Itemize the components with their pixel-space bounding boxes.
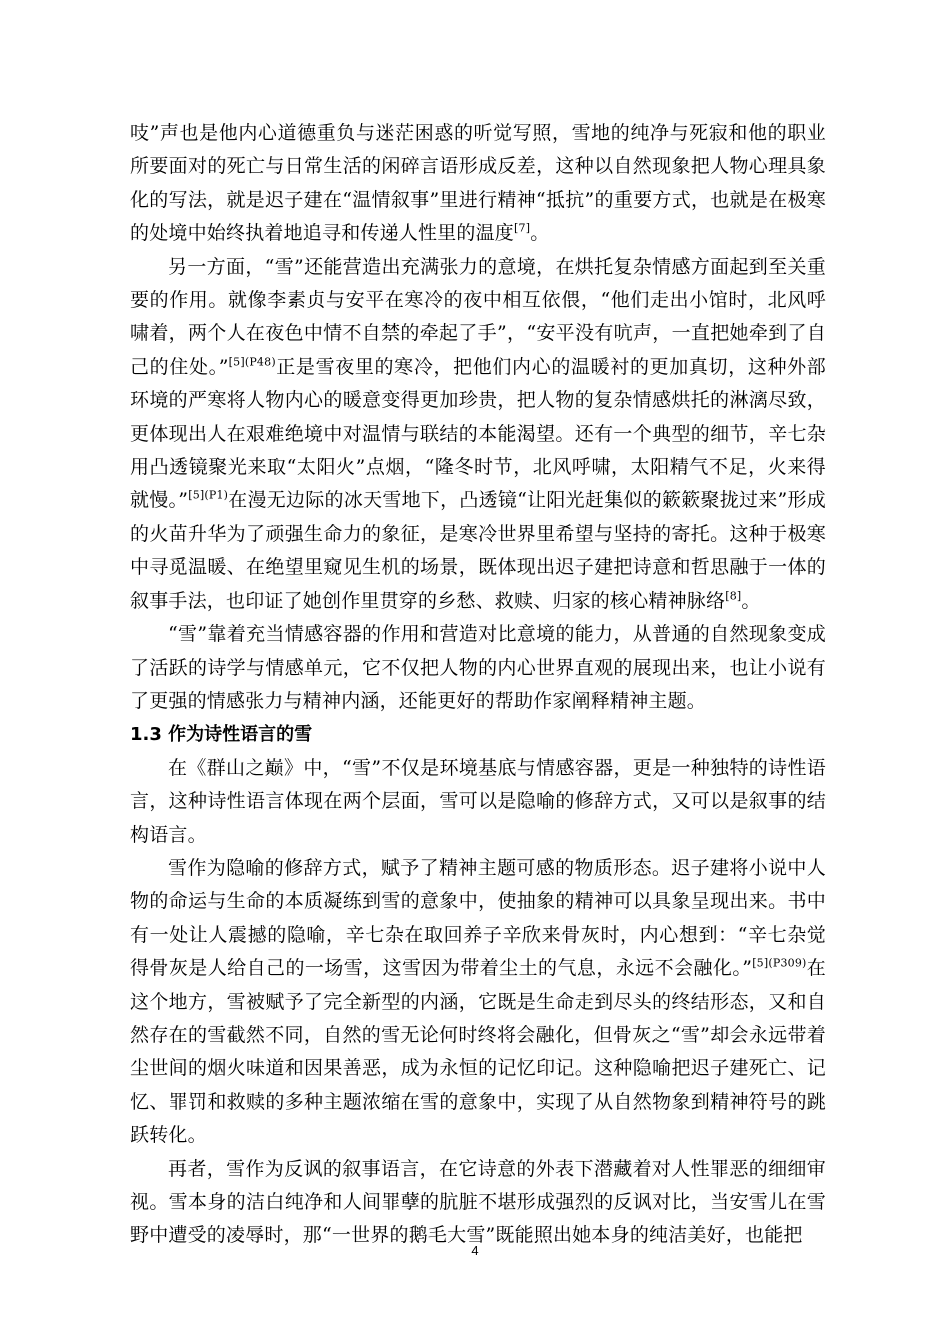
page-number: 4 <box>471 1243 479 1258</box>
body-paragraph <box>130 1153 826 1253</box>
citation-superscript: [7] <box>514 221 531 235</box>
citation-superscript: [5](P1) <box>188 489 229 503</box>
body-paragraph <box>130 117 826 251</box>
paragraph-text: 再者，雪作为反讽的叙事语言，在它诗意的外表下潜藏着对人性罪恶的细细审视。雪本身的洁白纯净和人间罪孽的肮脏不堪形成强烈的反讽对比，当安雪儿在雪野中遭受的凌辱时，那“一世界的鹅毛大雪”既能照出她本身的纯洁美好，也能把 <box>130 1157 826 1247</box>
body-paragraph <box>130 852 826 1153</box>
paragraph-text: 正是雪夜里的寒冷，把他们内心的温暖衬的更加真切，这种外部环境的严寒将人物内心的暖意变得更加珍贵，把人物的复杂情感烘托的淋漓尽致，更体现出人在艰难绝境中对温情与联结的本能渴望。还有一个典型的细节，辛七杂用凸透镜聚光来取“太阳火”点烟，“隆冬时节，北风呼啸，太阳精气不足，火来得就慢。” <box>130 355 826 512</box>
citation-superscript: [8] <box>725 589 742 603</box>
paragraph-text: 吱”声也是他内心道德重负与迷茫困惑的听觉写照，雪地的纯净与死寂和他的职业所要面对的死亡与日常生活的闲碎言语形成反差，这种以自然现象把人物心理具象化的写法，就是迟子建在“温情叙事”里进行精神“抵抗”的重要方式，也就是在极寒的处境中始终执着地追寻和传递人性里的温度 <box>130 122 826 245</box>
paragraph-text: 雪作为隐喻的修辞方式，赋予了精神主题可感的物质形态。迟子建将小说中人物的命运与生命的本质凝练到雪的意象中，使抽象的精神可以具象呈现出来。书中有一处让人震撼的隐喻，辛七杂在取回养子辛欣来骨灰时，内心想到：“辛七杂觉得骨灰是人给自己的一场雪，这雪因为带着尘土的气息，永远不会融化。” <box>130 856 826 980</box>
paragraph-text: 在《群山之巅》中，“雪”不仅是环境基底与情感容器，更是一种独特的诗性语言，这种诗性语言体现在两个层面，雪可以是隐喻的修辞方式，又可以是叙事的结构语言。 <box>130 756 826 846</box>
section-heading: 1.3 作为诗性语言的雪 <box>130 724 313 746</box>
paragraph-text: 在漫无边际的冰天雪地下，凸透镜“让阳光赶集似的簌簌聚拢过来”形成的火苗升华为了顽强生命力的象征，是寒冷世界里希望与坚持的寄托。这种于极寒中寻觅温暖、在绝望里窥见生机的场景，既体现出迟子建把诗意和哲思融于一体的叙事手法，也印证了她创作里贯穿的乡愁、救赎、归家的核心精神脉络 <box>130 489 826 612</box>
paragraph-text: 。 <box>530 222 550 245</box>
body-paragraph <box>130 618 826 718</box>
body-paragraph <box>130 251 826 618</box>
paragraph-text: 另一方面，“雪”还能营造出充满张力的意境，在烘托复杂情感方面起到至关重要的作用。就像李素贞与安平在寒冷的夜中相互依偎，“他们走出小馆时，北风呼啸着，两个人在夜色中情不自禁的牵起了手”，“安平没有吭声，一直把她牵到了自己的住处。” <box>130 255 826 378</box>
body-paragraph <box>130 752 826 852</box>
document-body <box>130 117 826 1253</box>
citation-superscript: [5](P309) <box>752 956 807 970</box>
paragraph-text: 。 <box>741 589 761 612</box>
paragraph-text: 在这个地方，雪被赋予了完全新型的内涵，它既是生命走到尽头的终结形态，又和自然存在的雪截然不同，自然的雪无论何时终将会融化，但骨灰之“雪”却会永远带着尘世间的烟火味道和因果善恶，成为永恒的记忆印记。这种隐喻把迟子建死亡、记忆、罪罚和救赎的多种主题浓缩在雪的意象中，实现了从自然物象到精神符号的跳跃转化。 <box>130 957 826 1147</box>
citation-superscript: [5](P48) <box>228 355 276 369</box>
paragraph-text: “雪”靠着充当情感容器的作用和营造对比意境的能力，从普通的自然现象变成了活跃的诗学与情感单元，它不仅把人物的内心世界直观的展现出来，也让小说有了更强的情感张力与精神内涵，还能更好的帮助作家阐释精神主题。 <box>130 623 826 712</box>
